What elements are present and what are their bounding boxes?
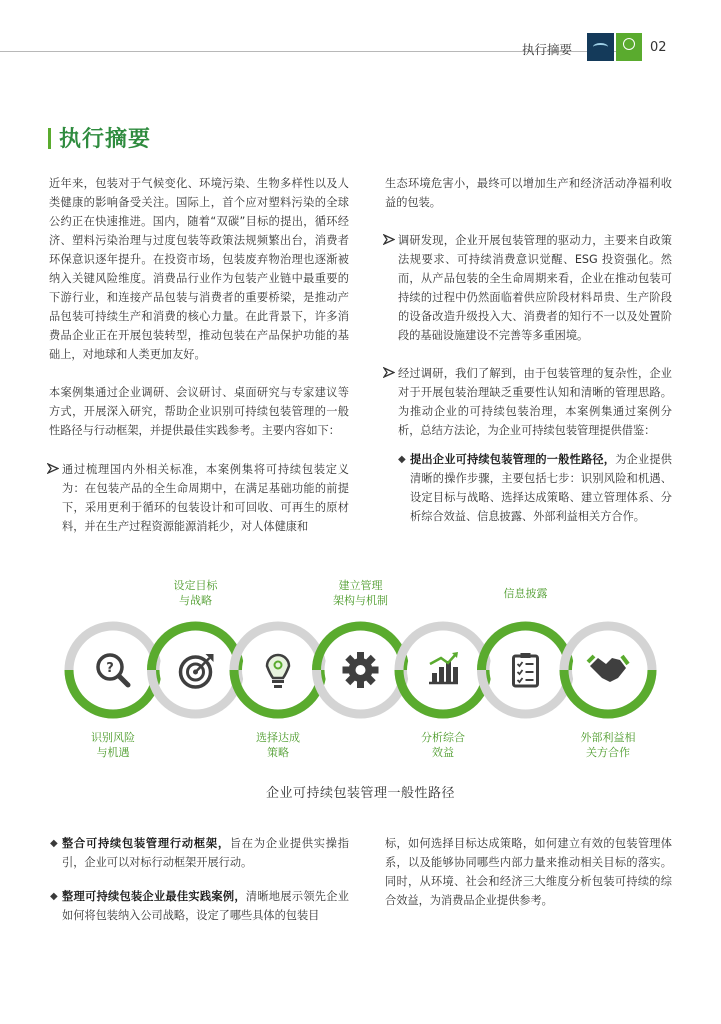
- diamond-bullet-icon: ◆: [50, 838, 58, 849]
- diagram-caption: 企业可持续包装管理一般性路径: [265, 786, 455, 801]
- bottom-left-column: [49, 834, 349, 925]
- step-label-line-1: 外部利益相: [580, 731, 636, 744]
- scope-paragraph: 本案例集通过企业调研、会议研讨、桌面研究与专家建议等方式，开展深入研究，帮助企业识别可持续包装管理的一般性路径与行动框架，并提供最佳实践参考。主要内容如下：: [49, 386, 349, 437]
- page-number: 02: [650, 40, 667, 55]
- step-label-line-1: 设定目标: [173, 579, 218, 592]
- bottom-right-column: [385, 834, 672, 910]
- step-label-line-1: 分析综合: [421, 731, 465, 744]
- cases-continued: 标，如何选择目标达成策略，如何建立有效的包装管理体系，以及能够协同哪些内部力量来推动相关目标的落实。同时，从环境、社会和经济三大维度分析包装可持续的综合效益，为消费品企业提供参考。: [385, 837, 672, 907]
- step-label-line-2: 与战略: [179, 594, 212, 607]
- definition-continued: 生态环境危害小，最终可以增加生产和经济活动净福利收益的包装。: [385, 177, 672, 209]
- definition-bullet: [49, 460, 349, 536]
- step-label-line-1: 信息披露: [503, 587, 548, 600]
- step-label-7: [553, 730, 663, 760]
- step-label-line-1: 识别风险: [91, 731, 135, 744]
- step-label-5: [388, 730, 498, 760]
- findings-text: 调研发现，企业开展包装管理的驱动力，主要来自政策法规要求、可持续消费意识觉醒、ESG 投资强化。然而，从产品包装的全生命周期来看，企业在推动包装可持续的过程中仍然面临着供应阶段材料昂贵、生产阶段的设备改造升级投入大、消费者的知行不一以及处置阶段的基础设施建设不完善等多重困境。: [398, 234, 672, 342]
- step-disc: [490, 634, 562, 706]
- findings-bullet: [385, 231, 672, 345]
- cases-bold: 整理可持续包装企业最佳实践案例，: [62, 890, 246, 903]
- partner-logo-icon: [616, 33, 642, 61]
- step-label-line-2: 架构与机制: [333, 594, 388, 607]
- path-sub-text: 为企业提供清晰的操作步骤，主要包括七步：识别风险和机遇、设定目标与战略、选择达成策略、建立管理体系、分析综合效益、信息披露、外部利益相关方合作。: [410, 453, 672, 523]
- step-label-line-1: 建立管理: [338, 579, 383, 592]
- organization-logo-icon: [587, 33, 614, 61]
- title-accent-bar: [48, 128, 51, 149]
- step-node-6: [482, 626, 570, 714]
- step-label-3: [223, 730, 333, 760]
- step-label-6: [471, 586, 581, 601]
- step-label-4: [306, 578, 416, 608]
- step-label-line-2: 效益: [432, 746, 454, 759]
- arrow-bullet-icon: [47, 463, 59, 474]
- step-label-line-2: 与机遇: [96, 746, 130, 759]
- header-section-title: 执行摘要: [522, 42, 573, 57]
- framework-bold: 整合可持续包装管理行动框架，: [62, 837, 230, 850]
- path-sub-bold: 提出企业可持续包装管理的一般性路径，: [410, 453, 616, 466]
- intro-paragraph: 近年来，包装对于气候变化、环境污染、生物多样性以及人类健康的影响备受关注。国际上，首个应对塑料污染的全球公约正在快速推进。国内，随着“双碳”目标的提出，循环经济、塑料污染治理与过度包装等政策法规频繁出台，消费者环保意识逐年提升。在投资市场，包装废弃物治理也逐渐被纳入关键风险维度。消费品行业作为包装产业链中最重要的下游行业，和连接产品包装与消费者的重要桥梁，是推动产品包装可持续生产和消费的核心力量。在此背景下，许多消费品企业正在开展包装转型，推动包装在产品保护功能的基础上，对地球和人类更加友好。: [49, 177, 349, 361]
- right-column: [385, 174, 672, 526]
- step-label-line-2: 策略: [267, 746, 289, 759]
- path-sub-bullet: [397, 450, 672, 526]
- cases-bullet: [49, 887, 349, 925]
- step-label-2: [141, 578, 251, 608]
- method-text: 经过调研，我们了解到，由于包装管理的复杂性，企业对于开展包装治理缺乏重要性认知和清晰的管理思路。为推动企业的可持续包装治理，本案例集通过案例分析，总结方法论，为企业可持续包装管理提供借鉴：: [398, 367, 672, 437]
- framework-text: 旨在为企业提供实操指引，企业可以对标行动框架开展行动。: [62, 837, 349, 869]
- step-label-line-1: 选择达成: [256, 731, 300, 744]
- svg-text:?: ?: [106, 661, 114, 676]
- definition-text: 通过梳理国内外相关标准，本案例集将可持续包装定义为：在包装产品的全生命周期中，在满足基础功能的前提下，采用更利于循环的包装设计和可回收、可再生的原材料，并在生产过程资源能源消耗少，对人体健康和: [62, 463, 349, 533]
- arrow-bullet-icon: [383, 367, 395, 378]
- step-label-1: [58, 730, 168, 760]
- framework-bullet: [49, 834, 349, 872]
- diamond-bullet-icon: ◆: [398, 454, 406, 465]
- gear-icon: [343, 652, 379, 688]
- cases-text: 清晰地展示领先企业如何将包装纳入公司战略，设定了哪些具体的包装目: [62, 890, 349, 922]
- header-logos: [587, 33, 642, 61]
- arrow-bullet-icon: [383, 234, 395, 245]
- method-bullet: [385, 364, 672, 440]
- management-path-diagram: [0, 570, 721, 810]
- left-column: [49, 174, 349, 536]
- diamond-bullet-icon: ◆: [50, 891, 58, 902]
- page-title: 执行摘要: [59, 127, 152, 152]
- step-label-line-2: 关方合作: [586, 746, 630, 759]
